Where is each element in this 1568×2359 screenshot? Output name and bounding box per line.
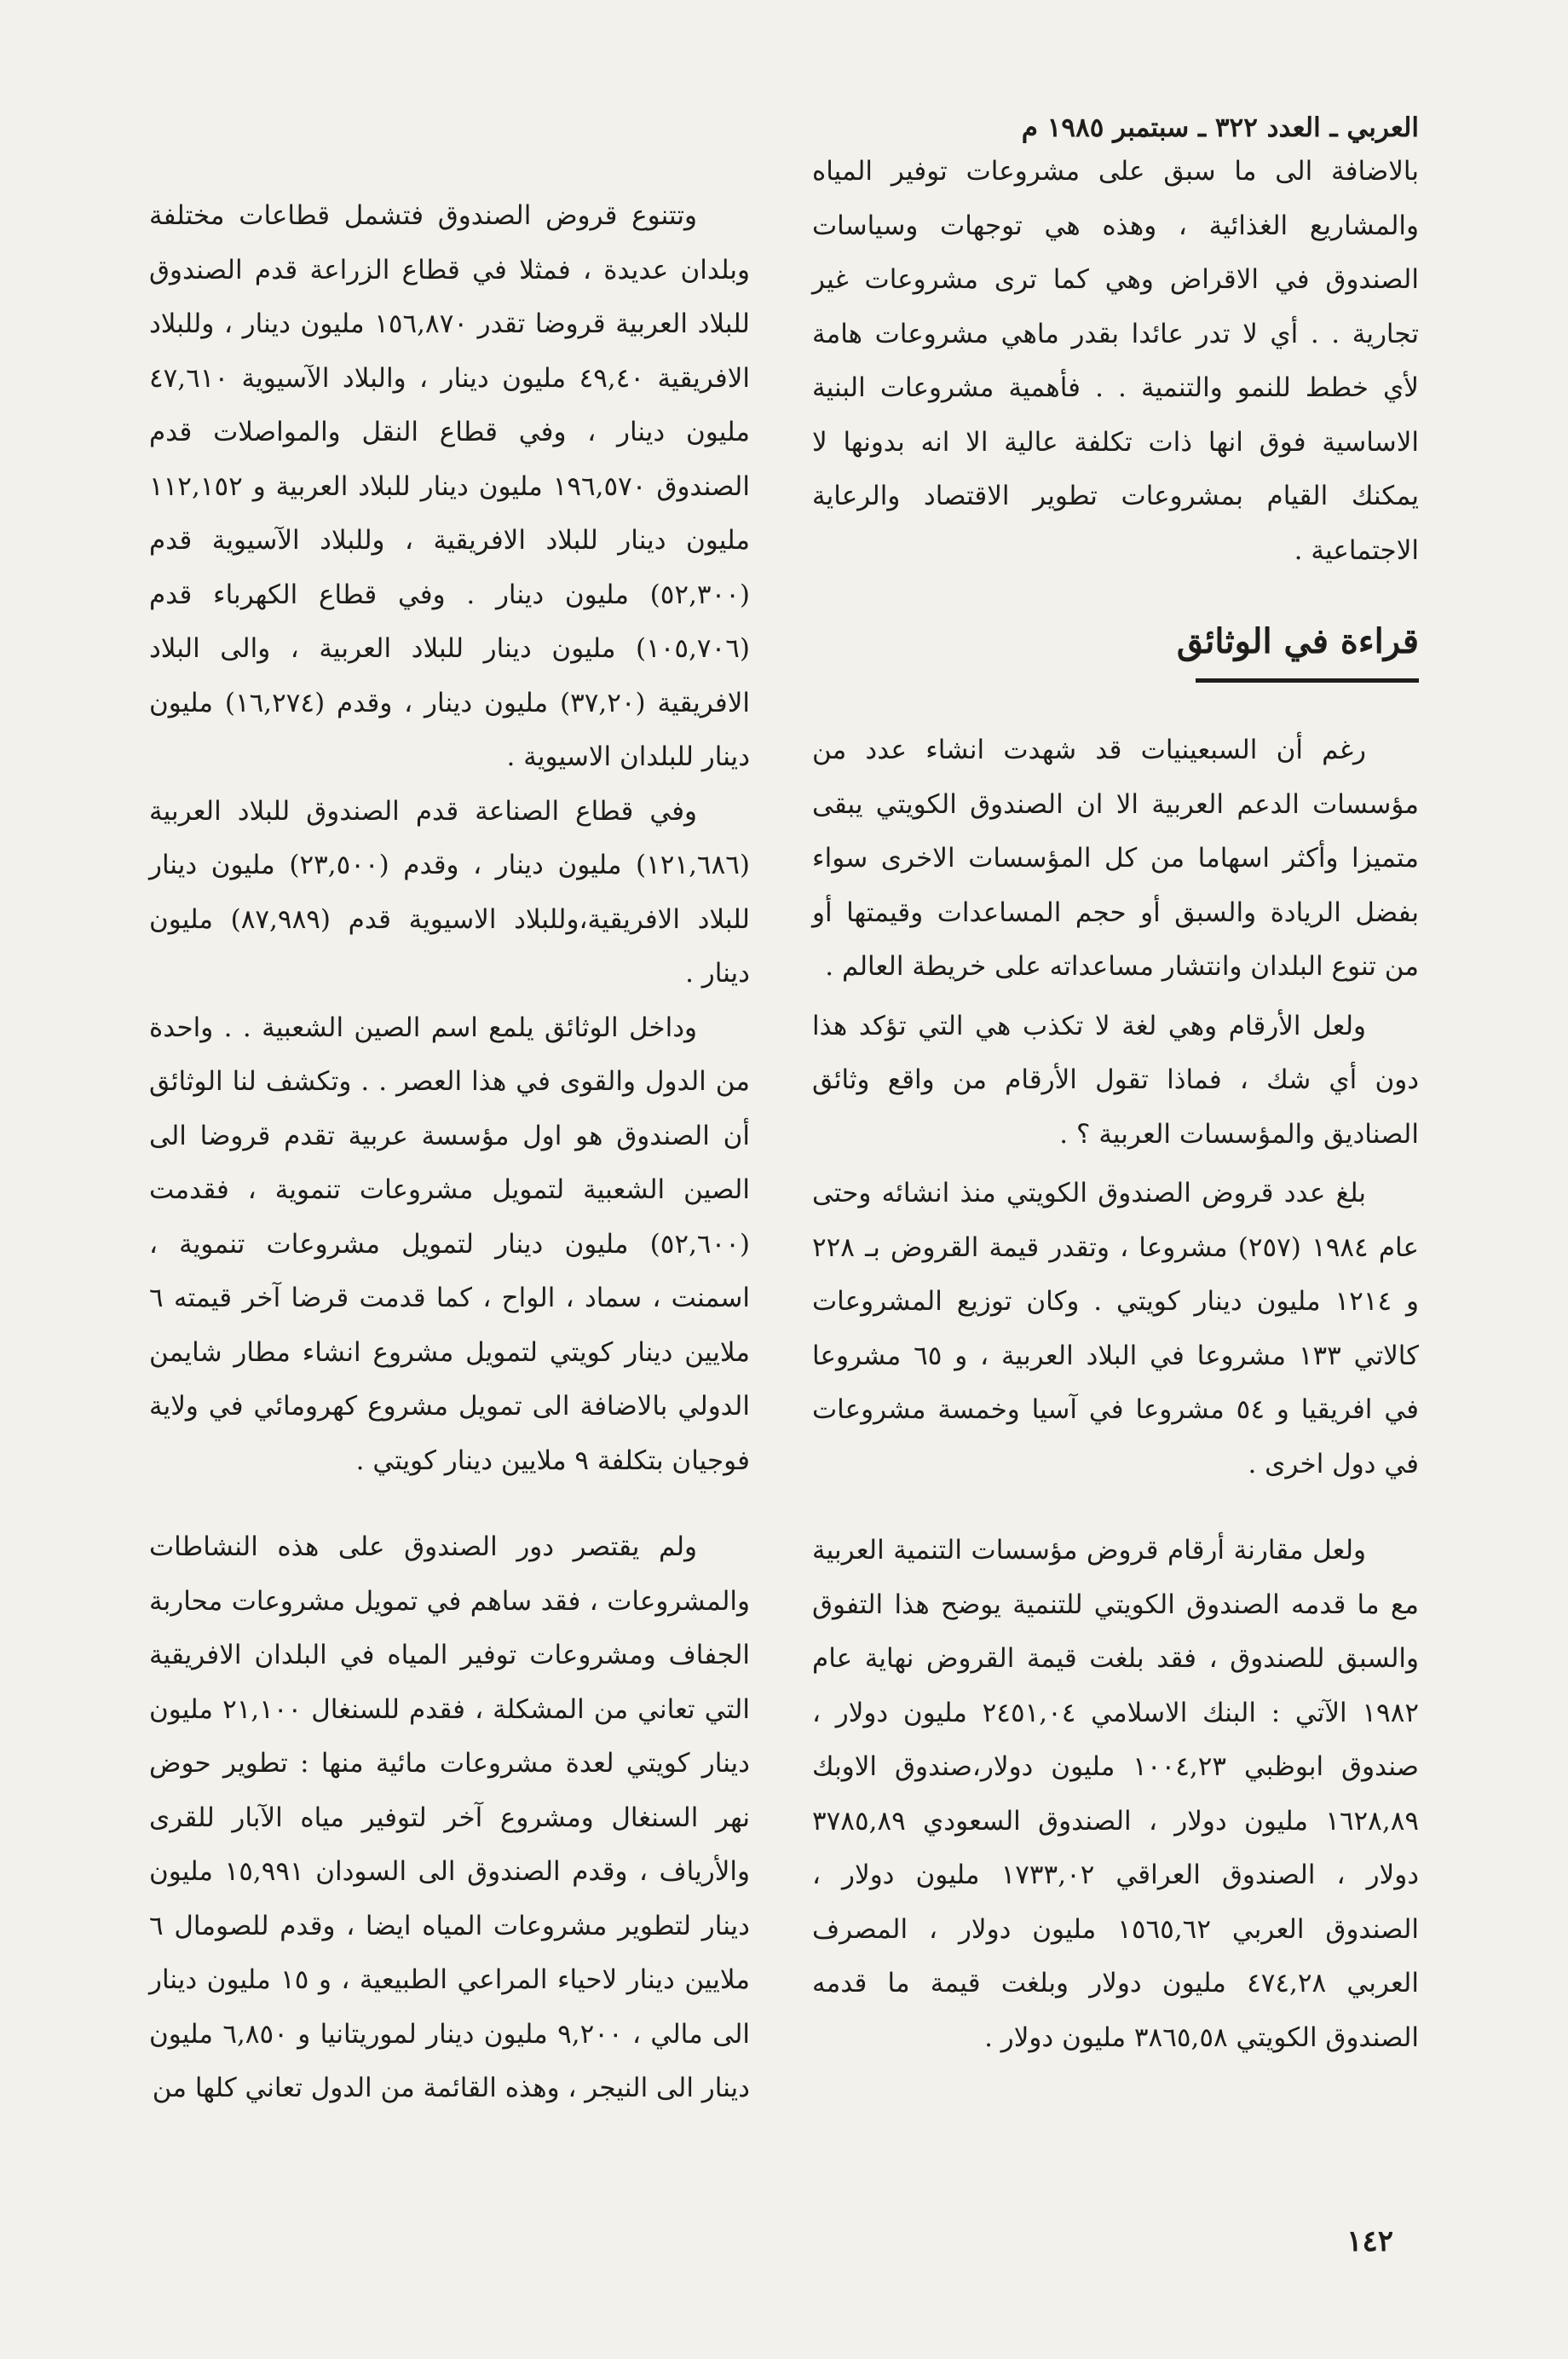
- body-paragraph: ولعل مقارنة أرقام قروض مؤسسات التنمية العربية مع ما قدمه الصندوق الكويتي للتنمية يوضح هذا التفوق والسبق للصندوق ، فقد بلغت قيمة القروض نهاية عام ١٩٨٢ الآتي : البنك الاسلامي ٢٤٥١,٠٤ مليون دولار ، صندوق ابوظبي ١٠٠٤,٢٣ مليون دولار،صندوق الاوبك ١٦٢٨,٨٩ مليون دولار ، الصندوق السعودي ٣٧٨٥,٨٩ دولار ، الصندوق العراقي ١٧٣٣,٠٢ مليون دولار ، الصندوق العربي ١٥٦٥,٦٢ مليون دولار ، المصرف العربي ٤٧٤,٢٨ مليون دولار وبلغت قيمة ما قدمه الصندوق الكويتي ٣٨٦٥,٥٨ مليون دولار .: [812, 1535, 1420, 2053]
- body-paragraph: وتتنوع قروض الصندوق فتشمل قطاعات مختلفة وبلدان عديدة ، فمثلا في قطاع الزراعة قدم الصندوق للبلاد العربية قروضا تقدر ١٥٦,٨٧٠ مليون دينار ، وللبلاد الافريقية ٤٩,٤٠ مليون دينار ، والبلاد الآسيوية ٤٧,٦١٠ مليون دينار ، وفي قطاع النقل والمواصلات قدم الصندوق ١٩٦,٥٧٠ مليون دينار للبلاد العربية و ١١٢,١٥٢ مليون دينار للبلاد الافريقية ، وللبلاد الآسيوية قدم (٥٢,٣٠٠) مليون دينار . وفي قطاع الكهرباء قدم (١٠٥,٧٠٦) مليون دينار للبلاد العربية ، والى البلاد الافريقية (٣٧,٢٠) مليون دينار ، وقدم (١٦,٢٧٤) مليون دينار للبلدان الاسيوية .: [149, 200, 750, 772]
- body-paragraph: بالاضافة الى ما سبق على مشروعات توفير المياه والمشاريع الغذائية ، وهذه هي توجهات وسياسات الصندوق في الاقراض وهي كما ترى مشروعات غير تجارية . . أي لا تدر عائدا بقدر ماهي مشروعات هامة لأي خطط للنمو والتنمية . . فأهمية مشروعات البنية الاساسية فوق انها ذات تكلفة عالية الا انه بدونها لا يمكنك القيام بمشروعات تطوير الاقتصاد والرعاية الاجتماعية .: [812, 156, 1419, 566]
- body-paragraph: رغم أن السبعينيات قد شهدت انشاء عدد من مؤسسات الدعم العربية الا ان الصندوق الكويتي يبقى متميزا وأكثر اسهاما من كل المؤسسات الاخرى سواء بفضل الريادة والسبق أو حجم المساعدات وقيمتها أو من تنوع البلدان وانتشار مساعداته على خريطة العالم .: [812, 735, 1419, 982]
- body-paragraph: وفي قطاع الصناعة قدم الصندوق للبلاد العربية (١٢١,٦٨٦) مليون دينار ، وقدم (٢٣,٥٠٠) مليون دينار للبلاد الافريقية،وللبلاد الاسيوية قدم (٨٧,٩٨٩) مليون دينار .: [149, 795, 750, 989]
- right-column: [812, 145, 1419, 2065]
- page-number: ١٤٢: [1346, 2224, 1393, 2258]
- section-heading: قراءة في الوثائق: [1176, 621, 1419, 661]
- body-paragraph: بلغ عدد قروض الصندوق الكويتي منذ انشائه وحتى عام ١٩٨٤ (٢٥٧) مشروعا ، وتقدر قيمة القروض بـ ٢٢٨ و ١٢١٤ مليون دينار كويتي . وكان توزيع المشروعات كالاتي ١٣٣ مشروعا في البلاد العربية ، و ٦٥ مشروعا في افريقيا و ٥٤ مشروعا في آسيا وخمسة مشروعات في دول اخرى .: [812, 1178, 1419, 1479]
- body-paragraph: وداخل الوثائق يلمع اسم الصين الشعبية . . واحدة من الدول والقوى في هذا العصر . . وتكشف لنا الوثائق أن الصندوق هو اول مؤسسة عربية تقدم قروضا الى الصين الشعبية لتمويل مشروعات تنموية ، فقدمت (٥٢,٦٠٠) مليون دينار لتمويل مشروعات تنموية ، اسمنت ، سماد ، الواح ، كما قدمت قرضا آخر قيمته ٦ ملايين دينار كويتي لتمويل مشروع انشاء مطار شايمن الدولي بالاضافة الى تمويل مشروع كهرومائي في ولاية فوجيان بتكلفة ٩ ملايين دينار كويتي .: [149, 1012, 750, 1476]
- running-header: العربي ـ العدد ٣٢٢ ـ سبتمبر ١٩٨٥ م: [1021, 112, 1419, 143]
- heading-underline: [1196, 678, 1419, 683]
- left-column: [149, 189, 750, 2116]
- body-paragraph: ولم يقتصر دور الصندوق على هذه النشاطات والمشروعات ، فقد ساهم في تمويل مشروعات محاربة الجفاف ومشروعات توفير المياه في البلدان الافريقية التي تعاني من المشكلة ، فقدم للسنغال ٢١,١٠٠ مليون دينار كويتي لعدة مشروعات مائية منها : تطوير حوض نهر السنغال ومشروع آخر لتوفير مياه الآبار للقرى والأرياف ، وقدم الصندوق الى السودان ١٥,٩٩١ مليون دينار لتطوير مشروعات المياه ايضا ، وقدم للصومال ٦ ملايين دينار لاحياء المراعي الطبيعية ، و ١٥ مليون دينار الى مالي ، ٩,٢٠٠ مليون دينار لموريتانيا و ٦,٨٥٠ مليون دينار الى النيجر ، وهذه القائمة من الدول تعاني كلها من: [149, 1531, 751, 2103]
- body-paragraph: ولعل الأرقام وهي لغة لا تكذب هي التي تؤكد هذا دون أي شك ، فماذا تقول الأرقام من واقع وثائق الصناديق والمؤسسات العربية ؟ .: [812, 1010, 1419, 1150]
